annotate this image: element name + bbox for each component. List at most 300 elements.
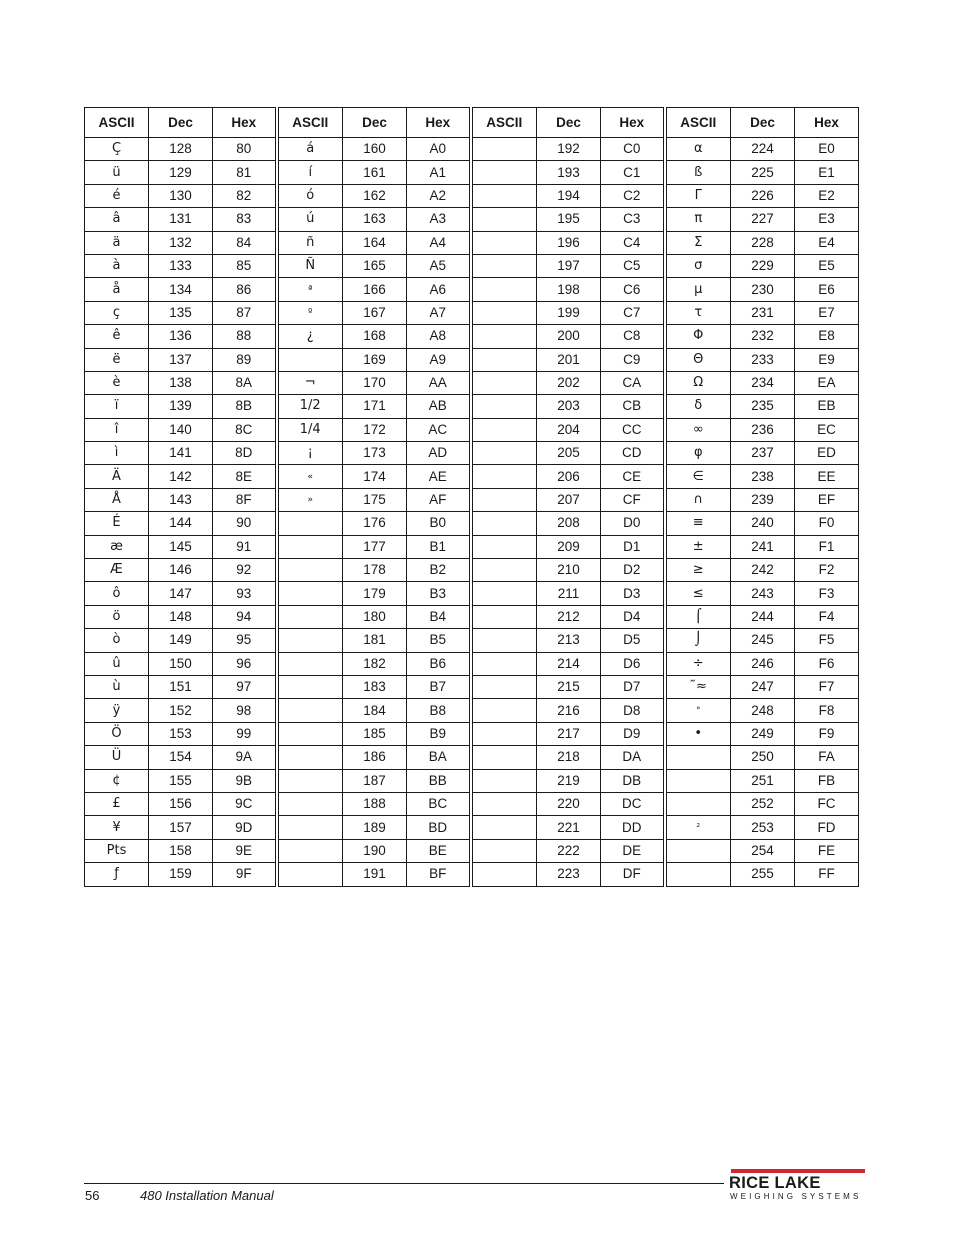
hex-cell: A9 [407,348,471,371]
hex-cell: AC [407,418,471,441]
table-row [85,839,859,862]
column-header: Dec [343,108,407,138]
hex-cell: C3 [601,208,665,231]
dec-cell: 231 [731,301,795,324]
hex-cell: AA [407,371,471,394]
dec-cell: 134 [149,278,213,301]
hex-cell: BB [407,769,471,792]
dec-cell: 172 [343,418,407,441]
dec-cell: 177 [343,535,407,558]
ascii-cell: ¥ [85,816,149,839]
table-row [85,488,859,511]
table-row [85,184,859,207]
hex-cell: 9C [213,792,277,815]
dec-cell: 218 [537,746,601,769]
table-row [85,301,859,324]
dec-cell: 194 [537,184,601,207]
ascii-cell: ó [277,184,343,207]
ascii-cell: â [85,208,149,231]
table-row [85,254,859,277]
hex-cell: DD [601,816,665,839]
ascii-cell [471,418,537,441]
dec-cell: 239 [731,488,795,511]
dec-cell: 163 [343,208,407,231]
dec-cell: 229 [731,254,795,277]
dec-cell: 210 [537,559,601,582]
dec-cell: 167 [343,301,407,324]
ascii-cell: ¢ [85,769,149,792]
dec-cell: 237 [731,442,795,465]
dec-cell: 212 [537,605,601,628]
dec-cell: 219 [537,769,601,792]
dec-cell: 180 [343,605,407,628]
dec-cell: 216 [537,699,601,722]
dec-cell: 158 [149,839,213,862]
hex-cell: E9 [795,348,859,371]
dec-cell: 133 [149,254,213,277]
dec-cell: 178 [343,559,407,582]
hex-cell: 83 [213,208,277,231]
dec-cell: 146 [149,559,213,582]
dec-cell: 204 [537,418,601,441]
dec-cell: 190 [343,839,407,862]
hex-cell: AF [407,488,471,511]
hex-cell: A8 [407,325,471,348]
dec-cell: 169 [343,348,407,371]
hex-cell: FC [795,792,859,815]
dec-cell: 203 [537,395,601,418]
ascii-cell [471,161,537,184]
ascii-cell [277,512,343,535]
ascii-code-table [84,107,859,887]
hex-cell: DF [601,863,665,886]
ascii-cell: ª [277,278,343,301]
table-row [85,582,859,605]
rice-lake-logo [729,1167,869,1207]
dec-cell: 246 [731,652,795,675]
ascii-cell: α [665,138,731,161]
ascii-cell: Æ [85,559,149,582]
logo-subtext: WEIGHING SYSTEMS [730,1192,862,1201]
hex-cell: 96 [213,652,277,675]
hex-cell: 89 [213,348,277,371]
ascii-cell: σ [665,254,731,277]
ascii-cell: ß [665,161,731,184]
ascii-cell: ç [85,301,149,324]
ascii-cell [471,605,537,628]
hex-cell: C2 [601,184,665,207]
dec-cell: 255 [731,863,795,886]
ascii-cell: á [277,138,343,161]
ascii-cell: Ñ [277,254,343,277]
ascii-cell [471,254,537,277]
dec-cell: 183 [343,675,407,698]
dec-cell: 235 [731,395,795,418]
ascii-cell: ² [665,816,731,839]
table-row [85,348,859,371]
ascii-cell: û [85,652,149,675]
dec-cell: 213 [537,629,601,652]
hex-cell: B4 [407,605,471,628]
ascii-cell [471,816,537,839]
ascii-cell [471,138,537,161]
dec-cell: 199 [537,301,601,324]
column-header: Dec [537,108,601,138]
dec-cell: 208 [537,512,601,535]
ascii-cell: é [85,184,149,207]
dec-cell: 245 [731,629,795,652]
hex-cell: 9F [213,863,277,886]
ascii-cell: ¬ [277,371,343,394]
hex-cell: CA [601,371,665,394]
dec-cell: 161 [343,161,407,184]
dec-cell: 171 [343,395,407,418]
dec-cell: 232 [731,325,795,348]
hex-cell: F7 [795,675,859,698]
hex-cell: E7 [795,301,859,324]
table-row [85,722,859,745]
dec-cell: 166 [343,278,407,301]
column-header: Hex [407,108,471,138]
dec-cell: 128 [149,138,213,161]
dec-cell: 247 [731,675,795,698]
ascii-cell: à [85,254,149,277]
ascii-cell: Ä [85,465,149,488]
ascii-cell: Γ [665,184,731,207]
table-row [85,418,859,441]
dec-cell: 217 [537,722,601,745]
hex-cell: C7 [601,301,665,324]
dec-cell: 184 [343,699,407,722]
ascii-cell: Ü [85,746,149,769]
ascii-cell [471,559,537,582]
ascii-cell [277,605,343,628]
ascii-cell [277,722,343,745]
hex-cell: C5 [601,254,665,277]
ascii-cell [277,652,343,675]
hex-cell: B5 [407,629,471,652]
dec-cell: 147 [149,582,213,605]
ascii-cell: π [665,208,731,231]
ascii-cell: ˜≈ [665,675,731,698]
hex-cell: A5 [407,254,471,277]
ascii-cell [471,722,537,745]
hex-cell: 8E [213,465,277,488]
ascii-cell [665,746,731,769]
hex-cell: 95 [213,629,277,652]
ascii-cell: ù [85,675,149,698]
hex-cell: AE [407,465,471,488]
ascii-cell: æ [85,535,149,558]
ascii-cell [471,301,537,324]
ascii-cell: ∩ [665,488,731,511]
hex-cell: B8 [407,699,471,722]
dec-cell: 215 [537,675,601,698]
dec-cell: 227 [731,208,795,231]
hex-cell: F5 [795,629,859,652]
hex-cell: AD [407,442,471,465]
ascii-cell: ï [85,395,149,418]
hex-cell: E0 [795,138,859,161]
hex-cell: 84 [213,231,277,254]
dec-cell: 186 [343,746,407,769]
hex-cell: B2 [407,559,471,582]
ascii-cell [471,629,537,652]
ascii-cell: ì [85,442,149,465]
hex-cell: E6 [795,278,859,301]
hex-cell: 8D [213,442,277,465]
hex-cell: 9E [213,839,277,862]
hex-cell: DA [601,746,665,769]
dec-cell: 135 [149,301,213,324]
column-header: ASCII [277,108,343,138]
table-row [85,161,859,184]
dec-cell: 159 [149,863,213,886]
ascii-cell: £ [85,792,149,815]
dec-cell: 165 [343,254,407,277]
dec-cell: 181 [343,629,407,652]
dec-cell: 193 [537,161,601,184]
dec-cell: 164 [343,231,407,254]
hex-cell: EE [795,465,859,488]
hex-cell: EC [795,418,859,441]
ascii-cell: ⌡ [665,629,731,652]
dec-cell: 137 [149,348,213,371]
table-row [85,652,859,675]
hex-cell: 91 [213,535,277,558]
hex-cell: F1 [795,535,859,558]
hex-cell: 86 [213,278,277,301]
table-row [85,442,859,465]
hex-cell: E3 [795,208,859,231]
ascii-cell [277,746,343,769]
hex-cell: ED [795,442,859,465]
ascii-cell: Ç [85,138,149,161]
hex-cell: FD [795,816,859,839]
ascii-cell: ü [85,161,149,184]
dec-cell: 197 [537,254,601,277]
ascii-cell: ≤ [665,582,731,605]
ascii-cell: ö [85,605,149,628]
dec-cell: 226 [731,184,795,207]
hex-cell: A6 [407,278,471,301]
hex-cell: CB [601,395,665,418]
table-row [85,138,859,161]
ascii-cell [277,582,343,605]
dec-cell: 220 [537,792,601,815]
ascii-cell [471,839,537,862]
ascii-cell [277,559,343,582]
ascii-cell: è [85,371,149,394]
dec-cell: 182 [343,652,407,675]
dec-cell: 234 [731,371,795,394]
hex-cell: FA [795,746,859,769]
dec-cell: 236 [731,418,795,441]
hex-cell: D6 [601,652,665,675]
dec-cell: 175 [343,488,407,511]
hex-cell: D7 [601,675,665,698]
dec-cell: 205 [537,442,601,465]
dec-cell: 207 [537,488,601,511]
dec-cell: 249 [731,722,795,745]
dec-cell: 228 [731,231,795,254]
hex-cell: 97 [213,675,277,698]
dec-cell: 131 [149,208,213,231]
ascii-cell: ¿ [277,325,343,348]
hex-cell: DE [601,839,665,862]
hex-cell: C1 [601,161,665,184]
column-header: Dec [731,108,795,138]
table-row [85,395,859,418]
dec-cell: 145 [149,535,213,558]
hex-cell: 87 [213,301,277,324]
dec-cell: 241 [731,535,795,558]
ascii-cell [277,769,343,792]
hex-cell: C6 [601,278,665,301]
dec-cell: 211 [537,582,601,605]
table-row [85,792,859,815]
hex-cell: F8 [795,699,859,722]
table-row [85,605,859,628]
dec-cell: 192 [537,138,601,161]
dec-cell: 151 [149,675,213,698]
table-row [85,559,859,582]
ascii-cell [277,629,343,652]
ascii-cell [277,348,343,371]
ascii-cell [665,792,731,815]
hex-cell: F0 [795,512,859,535]
table-row [85,231,859,254]
hex-cell: A7 [407,301,471,324]
dec-cell: 170 [343,371,407,394]
hex-cell: F4 [795,605,859,628]
hex-cell: A1 [407,161,471,184]
dec-cell: 148 [149,605,213,628]
hex-cell: C4 [601,231,665,254]
hex-cell: B6 [407,652,471,675]
table-row [85,675,859,698]
dec-cell: 252 [731,792,795,815]
ascii-cell: 1/2 [277,395,343,418]
dec-cell: 187 [343,769,407,792]
hex-cell: D4 [601,605,665,628]
dec-cell: 144 [149,512,213,535]
ascii-cell [471,278,537,301]
table-row [85,371,859,394]
ascii-cell [277,699,343,722]
dec-cell: 140 [149,418,213,441]
hex-cell: AB [407,395,471,418]
ascii-cell [277,675,343,698]
ascii-cell [277,839,343,862]
ascii-cell: Ö [85,722,149,745]
dec-cell: 198 [537,278,601,301]
hex-cell: EB [795,395,859,418]
hex-cell: D0 [601,512,665,535]
dec-cell: 129 [149,161,213,184]
table-row [85,746,859,769]
hex-cell: 9A [213,746,277,769]
ascii-cell: ë [85,348,149,371]
dec-cell: 188 [343,792,407,815]
dec-cell: 152 [149,699,213,722]
hex-cell: B3 [407,582,471,605]
dec-cell: 196 [537,231,601,254]
dec-cell: 189 [343,816,407,839]
hex-cell: 85 [213,254,277,277]
ascii-cell [277,535,343,558]
page-number: 56 [85,1188,100,1203]
hex-cell: E1 [795,161,859,184]
ascii-cell: ÷ [665,652,731,675]
hex-cell: BE [407,839,471,862]
ascii-cell [471,371,537,394]
hex-cell: A4 [407,231,471,254]
table-row [85,512,859,535]
ascii-cell: Σ [665,231,731,254]
ascii-cell: « [277,465,343,488]
dec-cell: 157 [149,816,213,839]
ascii-cell: ƒ [85,863,149,886]
dec-cell: 162 [343,184,407,207]
dec-cell: 223 [537,863,601,886]
ascii-cell: ú [277,208,343,231]
logo-accent-bar [731,1169,865,1173]
hex-cell: 98 [213,699,277,722]
ascii-cell [471,512,537,535]
ascii-cell [471,348,537,371]
hex-cell: D3 [601,582,665,605]
hex-cell: 9D [213,816,277,839]
hex-cell: B1 [407,535,471,558]
hex-cell: D9 [601,722,665,745]
hex-cell: B7 [407,675,471,698]
dec-cell: 132 [149,231,213,254]
dec-cell: 160 [343,138,407,161]
table-row [85,863,859,886]
ascii-cell [471,746,537,769]
table-body [85,138,859,887]
hex-cell: 8B [213,395,277,418]
hex-cell: D2 [601,559,665,582]
footer-rule [84,1183,724,1184]
ascii-cell: ± [665,535,731,558]
ascii-cell [277,863,343,886]
ascii-cell: Φ [665,325,731,348]
table-row [85,816,859,839]
hex-cell: E8 [795,325,859,348]
hex-cell: C0 [601,138,665,161]
ascii-cell: » [277,488,343,511]
hex-cell: C8 [601,325,665,348]
dec-cell: 238 [731,465,795,488]
ascii-cell: ⌠ [665,605,731,628]
ascii-cell [665,839,731,862]
ascii-cell [471,325,537,348]
ascii-cell: ô [85,582,149,605]
hex-cell: F2 [795,559,859,582]
hex-cell: F3 [795,582,859,605]
ascii-cell [665,863,731,886]
dec-cell: 154 [149,746,213,769]
ascii-cell [665,769,731,792]
ascii-cell [471,535,537,558]
hex-cell: CE [601,465,665,488]
dec-cell: 141 [149,442,213,465]
hex-cell: A2 [407,184,471,207]
hex-cell: C9 [601,348,665,371]
dec-cell: 201 [537,348,601,371]
